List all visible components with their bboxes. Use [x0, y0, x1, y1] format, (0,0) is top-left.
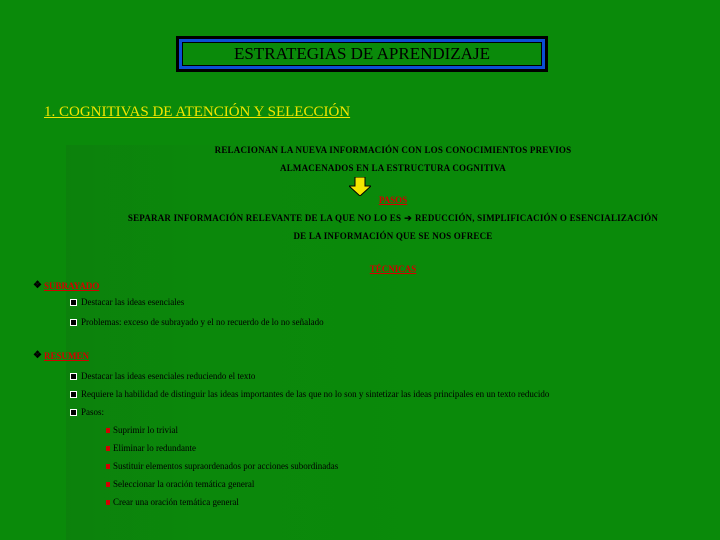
pasos-line-2: DE LA INFORMACIÓN QUE SE NOS OFRECE	[293, 231, 493, 241]
pasos-line-1-part-a: SEPARAR INFORMACIÓN RELEVANTE DE LA QUE NO LO ES	[127, 213, 402, 223]
tecnicas-label: TÉCNICAS	[369, 264, 417, 274]
arrow-right-icon: ➔	[404, 213, 412, 223]
diamond-bullet-icon: ❖	[33, 350, 42, 361]
square-bullet-icon	[70, 391, 77, 398]
list-item-text: Pasos:	[81, 407, 105, 417]
square-bullet-icon	[70, 409, 77, 416]
step-text: Eliminar lo redundante	[113, 443, 196, 453]
list-item-text: Destacar las ideas esenciales	[81, 297, 185, 307]
step-item	[106, 479, 254, 489]
pasos-line-1	[66, 213, 720, 224]
red-bullet-icon	[106, 464, 110, 469]
square-bullet-icon	[70, 299, 77, 306]
pasos-line-1-part-b: REDUCCIÓN, SIMPLIFICACIÓN O ESENCIALIZACIÓN	[414, 213, 659, 223]
page-title: ESTRATEGIAS DE APRENDIZAJE	[182, 42, 542, 66]
red-bullet-icon	[106, 428, 110, 433]
arrow-down-icon	[349, 177, 371, 196]
title-box	[176, 36, 548, 72]
square-bullet-icon	[70, 319, 77, 326]
list-item	[70, 317, 324, 327]
list-item	[70, 407, 104, 417]
intro-line-2: ALMACENADOS EN LA ESTRUCTURA COGNITIVA	[280, 163, 506, 173]
square-bullet-icon	[70, 373, 77, 380]
red-bullet-icon	[106, 500, 110, 505]
step-item	[106, 425, 178, 435]
step-item	[106, 497, 239, 507]
resumen-heading	[33, 350, 89, 361]
step-text: Sustituir elementos supraordenados por acciones subordinadas	[113, 461, 339, 471]
red-bullet-icon	[106, 482, 110, 487]
list-item	[70, 371, 255, 381]
list-item-text: Problemas: exceso de subrayado y el no recuerdo de lo no señalado	[81, 317, 324, 327]
list-item	[70, 297, 184, 307]
step-item	[106, 461, 338, 471]
step-text: Suprimir lo trivial	[113, 425, 178, 435]
section-heading: 1. COGNITIVAS DE ATENCIÓN Y SELECCIÓN	[44, 104, 351, 120]
subrayado-label: SUBRAYADO	[43, 280, 100, 291]
intro-line-1: RELACIONAN LA NUEVA INFORMACIÓN CON LOS CONOCIMIENTOS PREVIOS	[214, 145, 572, 155]
resumen-label: RESUMEN	[43, 350, 89, 361]
list-item-text: Requiere la habilidad de distinguir las ideas importantes de las que no lo son y sintetizar las ideas principales en un texto reducido	[81, 389, 550, 399]
step-item	[106, 443, 196, 453]
step-text: Crear una oración temática general	[113, 497, 239, 507]
list-item	[70, 389, 549, 399]
list-item-text: Destacar las ideas esenciales reduciendo el texto	[81, 371, 256, 381]
red-bullet-icon	[106, 446, 110, 451]
diamond-bullet-icon: ❖	[33, 280, 42, 291]
pasos-label: PASOS	[378, 195, 408, 205]
subrayado-heading	[33, 280, 99, 291]
step-text: Seleccionar la oración temática general	[113, 479, 255, 489]
